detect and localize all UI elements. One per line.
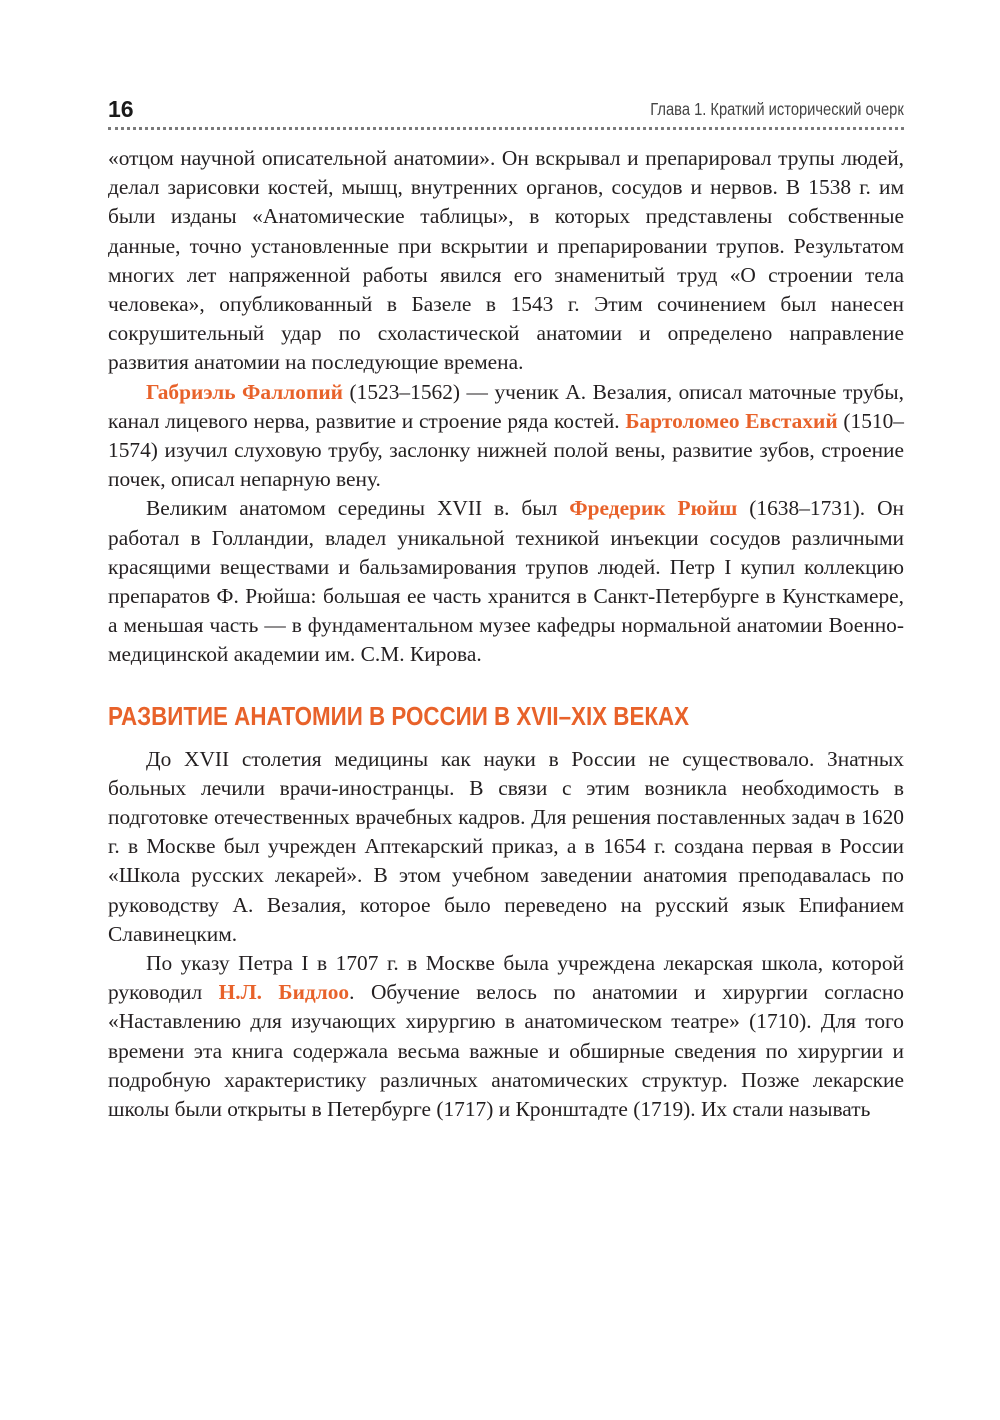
paragraph-russia-17th-century: До XVII столетия медицины как науки в России не существовало. Знатных больных лечили врачи-иностранцы. В связи с этим возникла необходимость в подготовке отечественных врачебных кадров. Для решения поставленных задач в 1620 г. в Москве был учрежден Аптекарский приказ, а в 1654 г. создана первая в России «Школа русских лекарей». В этом учебном заведении анатомия преподавалась по руководству А. Везалия, которое было переведено на русский язык Епифанием Славинецким. [108,746,904,946]
page-header [108,96,904,136]
person-name-ruysch: Фредерик Рюйш [569,496,738,521]
paragraph-text: (1638–1731). Он работал в Голландии, владел уникальной техникой инъекции сосудов различными красящими веществами и бальзамирования трупов людей. Петр I купил коллекцию препаратов Ф. Рюйша: большая ее часть хранится в Санкт-Петербурге в Кунсткамере, а меньшая часть — в фундаментальном музее кафедры нормальной анатомии Военно-медицинской академии им. С.М. Кирова. [108,496,904,667]
paragraph-text: . Обучение велось по анатомии и хирургии согласно «Наставлению для изучающих хирургию в анатомическом театре» (1710). Для того времени эта книга содержала весьма важные и обширные сведения по хирургии и подробную характеристику различных анатомических структур. Позже лекарские школы были открыты в Петербурге (1717) и Кронштадте (1719). Их стали называть [108,980,904,1122]
person-name-fallopius: Габриэль Фаллопий [146,379,343,404]
paragraph-text: (1510–1574) изучил слуховую трубу, заслонку нижней полой вены, развитие зубов, строение почек, описал непарную вену. [108,408,904,492]
paragraph-text: Великим анатомом середины XVII в. был [146,496,570,521]
person-name-bidloo: Н.Л. Бидлоо [218,980,350,1005]
section-heading: РАЗВИТИЕ АНАТОМИИ В РОССИИ В XVII–XIX ВЕКАХ [108,700,690,731]
paragraph-bidloo [108,949,904,1124]
running-head: Глава 1. Краткий исторический очерк [650,99,904,119]
page-body [108,144,904,1124]
person-name-eustachius: Бартоломео Евстахий [625,408,838,433]
paragraph-text: (1523–1562) — ученик А. Везалия, описал маточные трубы, канал лицевого нерва, развитие и строение ряда костей. [108,379,904,433]
header-dotted-rule [108,127,904,130]
paragraph-ruysch [108,494,904,669]
paragraph-vesalius: «отцом научной описательной анатомии». Он вскрывал и препарировал трупы людей, делал зарисовки костей, мышц, внутренних органов, сосудов и нервов. В 1538 г. им были изданы «Анатомические таблицы», в которых представлены собственные данные, точно установленные при вскрытии и препарировании трупов. Результатом многих лет напряженной работы явился его знаменитый труд «О строении тела человека», опубликованный в Базеле в 1543 г. Этим сочинением был нанесен сокрушительный удар по схоластической анатомии и определено направление развития анатомии на последующие времена. [108,146,904,375]
page-number: 16 [108,96,134,122]
paragraph-fallopius-eustachius [108,378,904,495]
paragraph-text: По указу Петра I в 1707 г. в Москве была учреждена лекарская школа, которой руководил [108,951,904,1005]
